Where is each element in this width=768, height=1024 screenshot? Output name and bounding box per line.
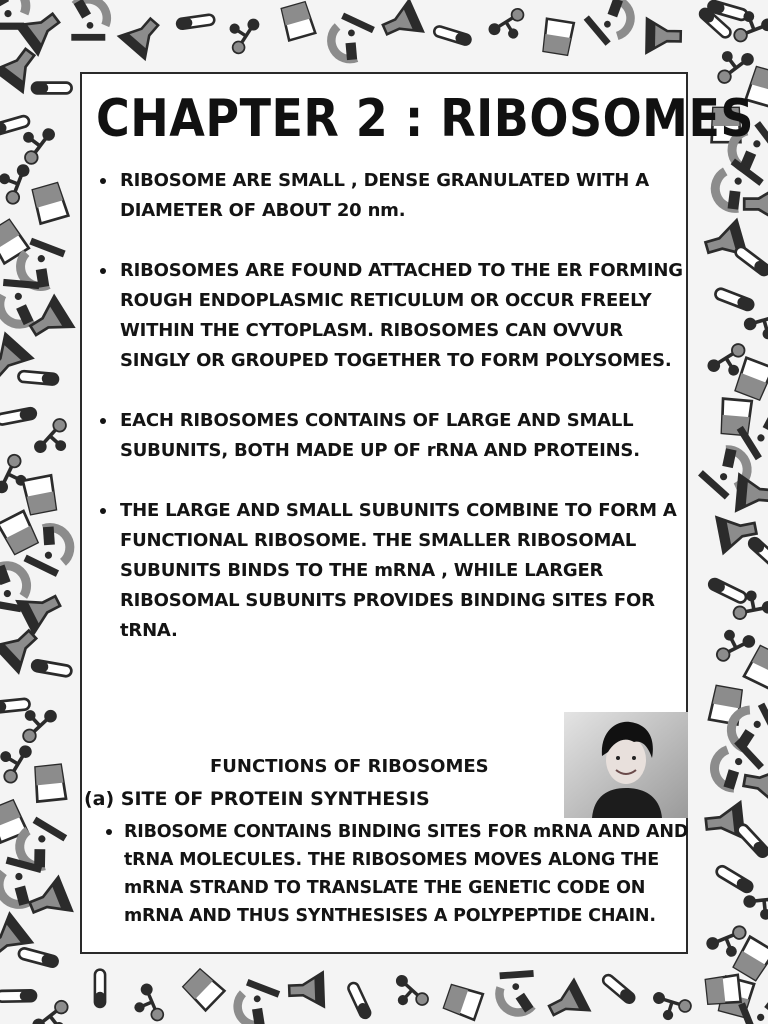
section-a-bullet: RIBOSOME CONTAINS BINDING SITES FOR mRNA AND AND tRNA MOLECULES. THE RIBOSOMES MOVES ALONG THE mRNA STRAND TO TRANSLATE THE GENETIC CODE ON mRNA AND THUS SYNTHESISES A POLYPEPTIDE CHAIN. [124, 818, 710, 930]
notes-card [80, 72, 755, 954]
test-tube-icon [32, 83, 72, 94]
test-tube-icon [18, 371, 58, 385]
bullet-list [96, 166, 686, 676]
beaker-icon [542, 19, 574, 55]
beaker-icon [720, 399, 752, 436]
beaker-icon [34, 765, 66, 802]
section-a-list [100, 818, 710, 930]
functions-heading: FUNCTIONS OF RIBOSOMES [210, 756, 489, 777]
page-title: CHAPTER 2 : RIBOSOMES [96, 88, 755, 149]
person-photo [564, 712, 688, 818]
bullet-item-location: RIBOSOMES ARE FOUND ATTACHED TO THE ER FORMING ROUGH ENDOPLASMIC RETICULUM OR OCCUR FREELY WITHIN THE CYTOPLASM. RIBOSOMES CAN OVVUR SINGLY OR GROUPED TOGETHER TO FORM POLYSOMES. [96, 256, 686, 376]
bullet-item-subunits: EACH RIBOSOMES CONTAINS OF LARGE AND SMALL SUBUNITS, BOTH MADE UP OF rRNA AND PROTEINS. [96, 406, 686, 466]
beaker-icon [706, 975, 741, 1005]
section-a-title: (a) SITE OF PROTEIN SYNTHESIS [84, 788, 430, 810]
test-tube-icon [0, 990, 36, 1001]
test-tube-icon [95, 970, 105, 1007]
bullet-item-size: RIBOSOME ARE SMALL , DENSE GRANULATED WITH A DIAMETER OF ABOUT 20 nm. [96, 166, 686, 226]
bullet-item-functional-ribosome: THE LARGE AND SMALL SUBUNITS COMBINE TO FORM A FUNCTIONAL RIBOSOME. THE SMALLER RIBOSOMAL SUBUNITS BINDS TO THE mRNA , WHILE LARGER RIBOSOMAL SUBUNITS PROVIDES BINDING SITES FOR tRNA. [96, 496, 686, 646]
